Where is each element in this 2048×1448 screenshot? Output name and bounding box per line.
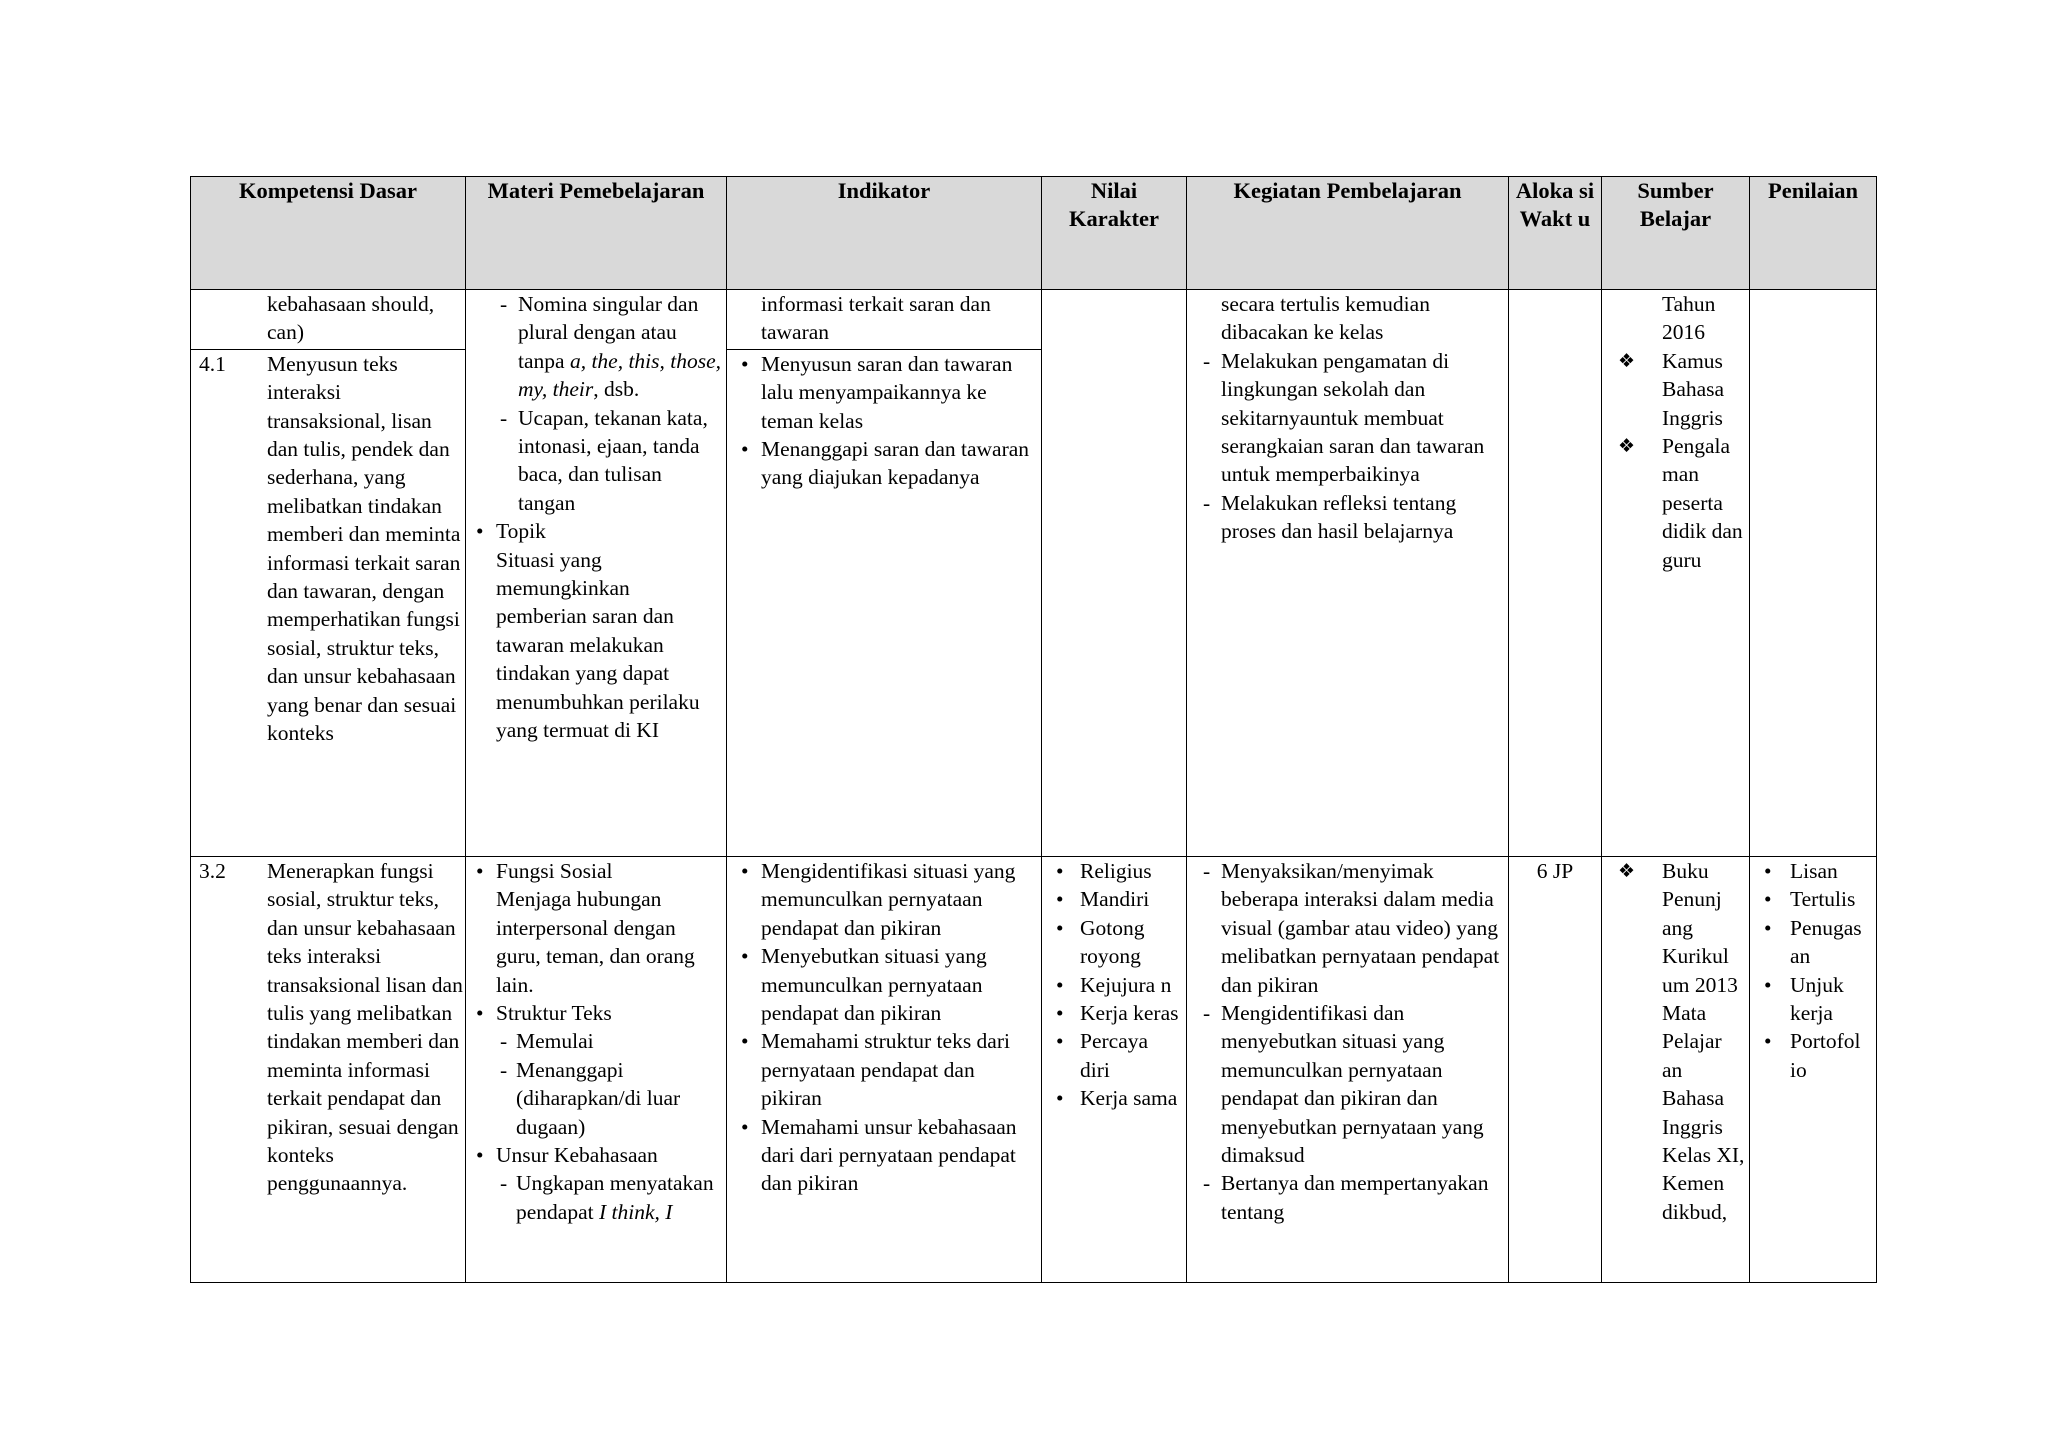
list-item: • Portofol io	[1758, 1027, 1872, 1084]
materi-text: Nomina singular dan plural dengan atau tanpa	[518, 292, 699, 373]
materi-text: Ungkapan menyatakan pendapat	[516, 1171, 714, 1224]
cell-sumber	[1602, 857, 1750, 1283]
list-item: - Menyaksikan/menyimak beberapa interaksi dalam media visual (gambar atau video) yang melibatkan pernyataan pendapat dan pikiran	[1195, 857, 1504, 999]
list-item: • Gotong royong	[1050, 914, 1182, 971]
header-sumber: Sumber Belajar	[1602, 177, 1750, 290]
cell-kompetensi-dasar	[191, 857, 466, 1283]
list-item	[470, 1141, 722, 1226]
unsur-label: • Unsur Kebahasaan	[496, 1143, 658, 1168]
cell-kegiatan	[1187, 290, 1509, 857]
penilaian-list	[1758, 857, 1872, 1084]
list-item: - Bertanya dan mempertanyakan tentang	[1195, 1169, 1504, 1226]
cell-penilaian	[1750, 857, 1877, 1283]
materi-bullet-list	[470, 857, 722, 1226]
list-item: ❖ Pengala man peserta didik dan guru	[1606, 432, 1745, 574]
cell-alokasi	[1509, 290, 1602, 857]
sumber-list	[1606, 857, 1745, 1226]
materi-bullet-list	[470, 517, 722, 744]
list-item: • Percaya diri	[1050, 1027, 1182, 1084]
list-item: • Menanggapi saran dan tawaran yang diajukan kepadanya	[735, 435, 1037, 492]
list-item: - Mengidentifikasi dan menyebutkan situasi yang memunculkan pernyataan pendapat dan pikiran dan menyebutkan pernyataan yang dimaksud	[1195, 999, 1504, 1169]
kd-continuation-text: kebahasaan should, can)	[267, 292, 435, 345]
kd-number: 3.2	[199, 859, 226, 883]
indikator-continuation	[727, 290, 1041, 350]
syllabus-table	[190, 176, 1877, 1283]
list-item	[470, 857, 722, 999]
kegiatan-list	[1195, 347, 1504, 546]
list-item: ❖ Kamus Bahasa Inggris	[1606, 347, 1745, 432]
kd-item	[191, 857, 465, 1198]
list-item: • Kerja sama	[1050, 1084, 1182, 1112]
sumber-list	[1606, 347, 1745, 574]
fungsi-label: • Fungsi Sosial	[496, 859, 613, 883]
cell-nilai-karakter	[1042, 857, 1187, 1283]
list-item: • Lisan	[1758, 857, 1872, 885]
kd-number: 4.1	[199, 351, 226, 376]
header-materi: Materi Pemebelajaran	[466, 177, 727, 290]
header-nilai-karakter: Nilai Karakter	[1042, 177, 1187, 290]
header-kompetensi-dasar: Kompetensi Dasar	[191, 177, 466, 290]
list-item: • Mandiri	[1050, 885, 1182, 913]
list-item	[492, 1169, 722, 1226]
list-item: • Unjuk kerja	[1758, 971, 1872, 1028]
struktur-list	[492, 1027, 722, 1141]
cell-alokasi: 6 JP	[1509, 857, 1602, 1283]
fungsi-text: Menjaga hubungan interpersonal dengan guru, teman, dan orang lain.	[496, 887, 695, 997]
topik-label: • Topik	[496, 519, 546, 544]
list-item: • Memahami struktur teks dari pernyataan pendapat dan pikiran	[735, 1027, 1037, 1112]
cell-penilaian	[1750, 290, 1877, 857]
list-item: • Religius	[1050, 857, 1182, 885]
indikator-list	[735, 857, 1037, 1198]
kd-text: Menyusun teks interaksi transaksional, lisan dan tulis, pendek dan sederhana, yang melibatkan tindakan memberi dan meminta informasi terkait saran dan tawaran, dengan memperhatikan fungsi sosial, struktur teks, dan unsur kebahasaan yang benar dan sesuai konteks	[267, 351, 461, 746]
indikator-continuation-text: informasi terkait saran dan tawaran	[761, 292, 991, 345]
materi-dash-list	[492, 290, 722, 517]
list-item: • Menyusun saran dan tawaran lalu menyampaikannya ke teman kelas	[735, 350, 1037, 435]
materi-text: , dsb.	[593, 377, 640, 402]
kd-continuation	[191, 290, 465, 350]
cell-sumber	[1602, 290, 1750, 857]
list-item	[470, 517, 722, 744]
table-row	[191, 857, 1877, 1283]
table-row	[191, 290, 1877, 857]
kegiatan-list	[1195, 857, 1504, 1226]
list-item: • Menyebutkan situasi yang memunculkan pernyataan pendapat dan pikiran	[735, 942, 1037, 1027]
indikator-list	[727, 350, 1041, 492]
unsur-list	[492, 1169, 722, 1226]
list-item: • Kerja keras	[1050, 999, 1182, 1027]
list-item: • Penugas an	[1758, 914, 1872, 971]
sumber-continuation: Tahun 2016	[1662, 292, 1716, 345]
struktur-label: • Struktur Teks	[496, 1001, 612, 1026]
header-indikator: Indikator	[727, 177, 1042, 290]
header-row	[191, 177, 1877, 290]
cell-kompetensi-dasar	[191, 290, 466, 857]
list-item: • Kejujura n	[1050, 971, 1182, 999]
list-item: • Tertulis	[1758, 885, 1872, 913]
kd-text: Menerapkan fungsi sosial, struktur teks, dan unsur kebahasaan teks interaksi transaksional lisan dan tulis yang melibatkan tindakan memberi dan meminta informasi terkait pendapat dan pikiran, sesuai dengan konteks penggunaannya.	[267, 859, 463, 1196]
materi-italic: I think, I	[598, 1199, 673, 1224]
list-item: - Melakukan pengamatan di lingkungan sekolah dan sekitarnyauntuk membuat serangkaian saran dan tawaran untuk memperbaikinya	[1195, 347, 1504, 489]
materi-italic: a, the, this, those, my, their	[518, 348, 722, 402]
list-item: - Melakukan refleksi tentang proses dan hasil belajarnya	[1195, 489, 1504, 546]
cell-nilai-karakter	[1042, 290, 1187, 857]
header-kegiatan: Kegiatan Pembelajaran	[1187, 177, 1509, 290]
list-item: • Memahami unsur kebahasaan dari dari pernyataan pendapat dan pikiran	[735, 1113, 1037, 1198]
cell-materi	[466, 857, 727, 1283]
cell-indikator	[727, 290, 1042, 857]
list-item: - Menanggapi (diharapkan/di luar dugaan)	[492, 1056, 722, 1141]
list-item	[470, 999, 722, 1141]
kegiatan-continuation: secara tertulis kemudian dibacakan ke kelas	[1221, 292, 1430, 345]
cell-indikator	[727, 857, 1042, 1283]
header-penilaian: Penilaian	[1750, 177, 1877, 290]
cell-materi	[466, 290, 727, 857]
cell-kegiatan	[1187, 857, 1509, 1283]
list-item: - Memulai	[492, 1027, 722, 1055]
kd-item	[191, 350, 465, 748]
list-item: ❖ Buku Penunj ang Kurikul um 2013 Mata Pelajar an Bahasa Inggris Kelas XI, Kemen dikbud,	[1606, 857, 1745, 1226]
topik-text: Situasi yang memungkinkan pemberian saran dan tawaran melakukan tindakan yang dapat menumbuhkan perilaku yang termuat di KI	[496, 547, 700, 743]
header-alokasi: Aloka si Wakt u	[1509, 177, 1602, 290]
list-item: - Ucapan, tekanan kata, intonasi, ejaan, tanda baca, dan tulisan tangan	[492, 404, 722, 518]
nilai-list	[1050, 857, 1182, 1113]
list-item: • Mengidentifikasi situasi yang memunculkan pernyataan pendapat dan pikiran	[735, 857, 1037, 942]
list-item	[492, 290, 722, 404]
